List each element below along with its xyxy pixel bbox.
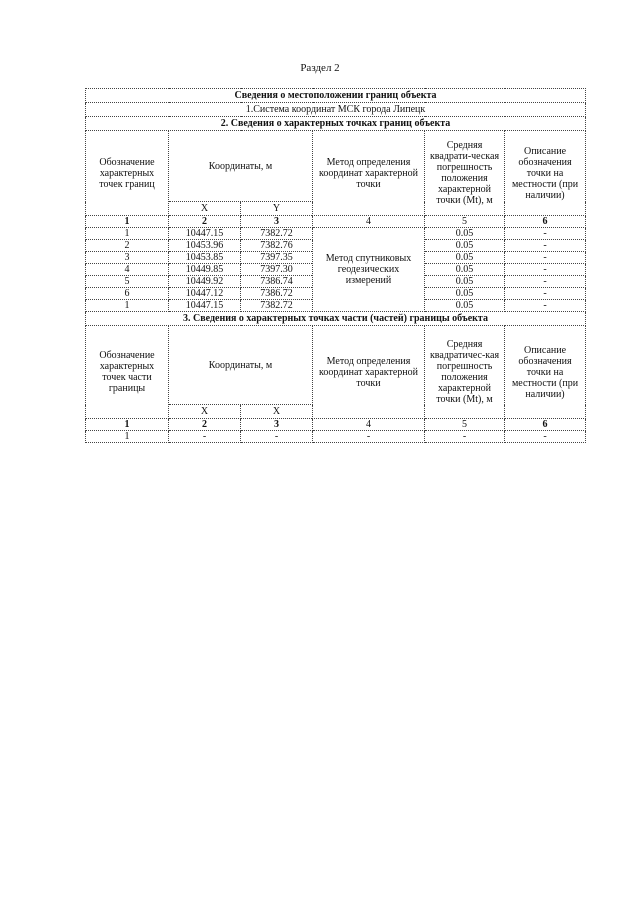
coord-x: 10449.85 [169,264,241,276]
coord-y: 7386.72 [241,288,313,300]
s3-col-num: 4 [313,419,425,431]
s2-col-num: 2 [169,216,241,228]
coord-x: - [169,431,241,443]
coord-x: 10447.15 [169,228,241,240]
method-value: Метод спутниковых геодезических измерений [313,228,425,312]
s2-col-desc-header: Описание обозначения точки на местности (при наличии) [505,131,586,216]
point-description: - [505,240,586,252]
point-number: 1 [86,431,169,443]
s3-col-num: 1 [86,419,169,431]
s3-sub-x: X [169,405,241,419]
point-description: - [505,288,586,300]
s2-col-num: 1 [86,216,169,228]
coord-y: 7386.74 [241,276,313,288]
s2-col-coords-header: Координаты, м [169,131,313,202]
s2-sub-x: X [169,202,241,216]
point-number: 5 [86,276,169,288]
s2-sub-y: Y [241,202,313,216]
table-row [86,228,586,240]
coord-x: 10449.92 [169,276,241,288]
s3-col-coords-header: Координаты, м [169,326,313,405]
coord-x: 10447.12 [169,288,241,300]
s3-col-error-header: Средняя квадратичес-кая погрешность положения характерной точки (Mt), м [425,326,505,419]
s3-col-num: 3 [241,419,313,431]
section-2-title: 2. Сведения о характерных точках границ объекта [86,117,586,131]
section-heading: Раздел 2 [300,62,340,74]
table-title: Сведения о местоположении границ объекта [86,89,586,103]
error-mt: 0.05 [425,228,505,240]
coordinate-system: 1.Система координат МСК города Липецк [86,103,586,117]
coord-x: 10453.96 [169,240,241,252]
coord-y: 7397.30 [241,264,313,276]
error-mt: 0.05 [425,240,505,252]
s3-sub-y: X [241,405,313,419]
error-mt: 0.05 [425,264,505,276]
point-description: - [505,228,586,240]
point-number: 3 [86,252,169,264]
table-row [86,431,586,443]
s2-col-error-header: Средняя квадрати-ческая погрешность положения характерной точки (Mt), м [425,131,505,216]
point-description: - [505,300,586,312]
coord-y: - [241,431,313,443]
boundary-table [85,88,586,443]
point-number: 6 [86,288,169,300]
point-number: 4 [86,264,169,276]
s2-col-num: 4 [313,216,425,228]
s3-col-num: 5 [425,419,505,431]
coord-y: 7397.35 [241,252,313,264]
s2-col-point-header: Обозначение характерных точек границ [86,131,169,216]
error-mt: 0.05 [425,288,505,300]
point-number: 1 [86,300,169,312]
coord-x: 10447.15 [169,300,241,312]
section-3-title: 3. Сведения о характерных точках части (частей) границы объекта [86,312,586,326]
s2-col-num: 5 [425,216,505,228]
s3-col-method-header: Метод определения координат характерной точки [313,326,425,419]
point-description: - [505,276,586,288]
error-mt: 0.05 [425,252,505,264]
s3-col-num: 2 [169,419,241,431]
error-mt: 0.05 [425,300,505,312]
coord-y: 7382.72 [241,300,313,312]
point-description: - [505,252,586,264]
point-number: 2 [86,240,169,252]
coord-y: 7382.72 [241,228,313,240]
error-mt: 0.05 [425,276,505,288]
method-value: - [313,431,425,443]
point-description: - [505,264,586,276]
s2-col-method-header: Метод определения координат характерной точки [313,131,425,216]
s3-col-point-header: Обозначение характерных точек части границы [86,326,169,419]
s3-col-desc-header: Описание обозначения точки на местности (при наличии) [505,326,586,419]
coord-y: 7382.76 [241,240,313,252]
s2-col-num: 6 [505,216,586,228]
error-mt: - [425,431,505,443]
coord-x: 10453.85 [169,252,241,264]
s2-col-num: 3 [241,216,313,228]
s3-col-num: 6 [505,419,586,431]
point-description: - [505,431,586,443]
point-number: 1 [86,228,169,240]
